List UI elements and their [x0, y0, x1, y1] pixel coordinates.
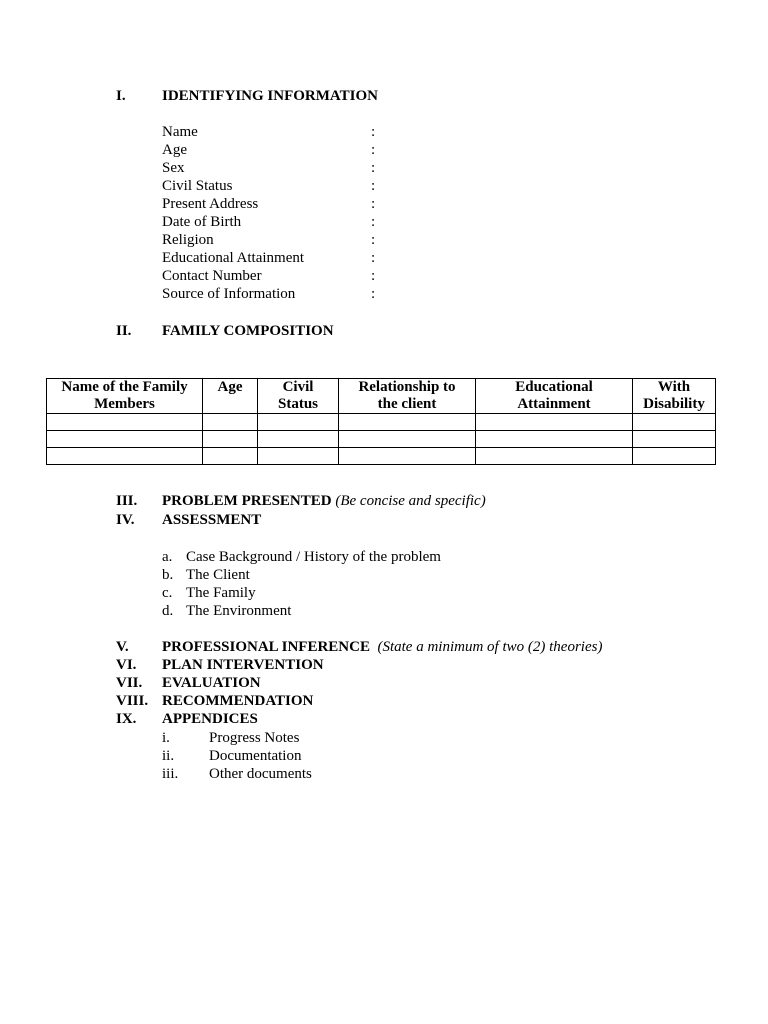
list-marker: ii. — [162, 748, 175, 764]
section-note: (Be concise and specific) — [335, 493, 486, 509]
table-row — [47, 448, 716, 465]
section-number: VIII. — [116, 693, 149, 709]
field-label: Contact Number — [162, 268, 262, 284]
field-label: Name — [162, 124, 198, 140]
header-line: Name of the Family — [61, 379, 188, 395]
section-title: EVALUATION — [162, 675, 261, 691]
field-label: Date of Birth — [162, 214, 242, 230]
section-title-wrap — [162, 638, 602, 656]
section-note: (State a minimum of two (2) theories) — [377, 639, 603, 655]
list-text: Case Background / History of the problem — [186, 549, 441, 565]
table-cell[interactable] — [203, 431, 258, 448]
table-cell[interactable] — [633, 448, 716, 465]
field-label: Source of Information — [162, 286, 296, 302]
field-row-name — [162, 123, 376, 141]
section-number: V. — [116, 639, 129, 655]
list-marker: iii. — [162, 766, 179, 782]
table-cell[interactable] — [339, 414, 476, 431]
list-text: The Family — [186, 585, 256, 601]
list-text: The Environment — [186, 603, 292, 619]
field-row-source-of-information — [162, 285, 376, 303]
field-label: Age — [162, 142, 187, 158]
header-line: the client — [377, 396, 437, 412]
field-row-contact-number — [162, 267, 376, 285]
header-educational-attainment — [476, 379, 633, 414]
identifying-fields-list — [162, 123, 376, 303]
section-title: PROBLEM PRESENTED — [162, 493, 332, 509]
table-cell[interactable] — [258, 448, 339, 465]
header-age — [203, 379, 258, 414]
field-row-age — [162, 141, 376, 159]
table-cell[interactable] — [47, 414, 203, 431]
section-number: III. — [116, 493, 138, 509]
table-cell[interactable] — [258, 414, 339, 431]
table-row — [47, 414, 716, 431]
table-row — [47, 431, 716, 448]
list-text: Progress Notes — [209, 730, 300, 746]
field-label: Present Address — [162, 196, 259, 212]
list-marker: i. — [162, 730, 170, 746]
section-title: PLAN INTERVENTION — [162, 657, 324, 673]
field-colon: : — [371, 160, 376, 176]
section-title: IDENTIFYING INFORMATION — [162, 88, 378, 104]
section-title: ASSESSMENT — [162, 512, 262, 528]
field-row-date-of-birth — [162, 213, 376, 231]
section-number: II. — [116, 323, 132, 339]
header-line: Age — [217, 379, 243, 395]
section-number: I. — [116, 88, 126, 104]
field-row-religion — [162, 231, 376, 249]
section-title: PROFESSIONAL INFERENCE — [162, 639, 370, 655]
field-colon: : — [371, 214, 376, 230]
header-line: With — [657, 379, 691, 395]
table-cell[interactable] — [339, 448, 476, 465]
header-line: Civil — [282, 379, 314, 395]
header-relationship — [339, 379, 476, 414]
header-line: Status — [277, 396, 318, 412]
table-cell[interactable] — [203, 448, 258, 465]
field-label: Sex — [162, 160, 185, 176]
field-colon: : — [371, 232, 376, 248]
section-title-wrap — [162, 492, 486, 510]
table-cell[interactable] — [476, 448, 633, 465]
field-colon: : — [371, 286, 376, 302]
table-cell[interactable] — [476, 414, 633, 431]
table-cell[interactable] — [258, 431, 339, 448]
field-label: Civil Status — [162, 178, 233, 194]
table-cell[interactable] — [47, 431, 203, 448]
header-line: Disability — [643, 396, 705, 412]
header-line: Educational — [515, 379, 593, 395]
field-colon: : — [371, 124, 376, 140]
table-cell[interactable] — [633, 431, 716, 448]
field-colon: : — [371, 250, 376, 266]
section-number: VI. — [116, 657, 137, 673]
section-number: IV. — [116, 512, 135, 528]
field-row-present-address — [162, 195, 376, 213]
table-cell[interactable] — [476, 431, 633, 448]
list-marker: d. — [162, 603, 174, 619]
list-text: The Client — [186, 567, 250, 583]
header-line: Members — [94, 396, 155, 412]
field-label: Educational Attainment — [162, 250, 305, 266]
list-text: Documentation — [209, 748, 302, 764]
family-composition-table — [46, 378, 716, 465]
section-number: IX. — [116, 711, 137, 727]
field-colon: : — [371, 268, 376, 284]
field-row-civil-status — [162, 177, 376, 195]
table-cell[interactable] — [633, 414, 716, 431]
list-text: Other documents — [209, 766, 312, 782]
table-cell[interactable] — [339, 431, 476, 448]
header-family-member-name — [47, 379, 203, 414]
field-row-sex — [162, 159, 376, 177]
table-header-row — [47, 379, 716, 414]
header-civil-status — [258, 379, 339, 414]
field-colon: : — [371, 196, 376, 212]
field-colon: : — [371, 142, 376, 158]
field-colon: : — [371, 178, 376, 194]
header-line: Attainment — [517, 396, 591, 412]
section-title: RECOMMENDATION — [162, 693, 314, 709]
table-cell[interactable] — [203, 414, 258, 431]
section-title: FAMILY COMPOSITION — [162, 323, 334, 339]
field-row-educational-attainment — [162, 249, 376, 267]
list-marker: b. — [162, 567, 174, 583]
section-title: APPENDICES — [162, 711, 258, 727]
header-line: Relationship to — [358, 379, 456, 395]
section-number: VII. — [116, 675, 143, 691]
list-marker: a. — [162, 549, 173, 565]
table-cell[interactable] — [47, 448, 203, 465]
header-with-disability — [633, 379, 716, 414]
field-label: Religion — [162, 232, 214, 248]
list-marker: c. — [162, 585, 173, 601]
